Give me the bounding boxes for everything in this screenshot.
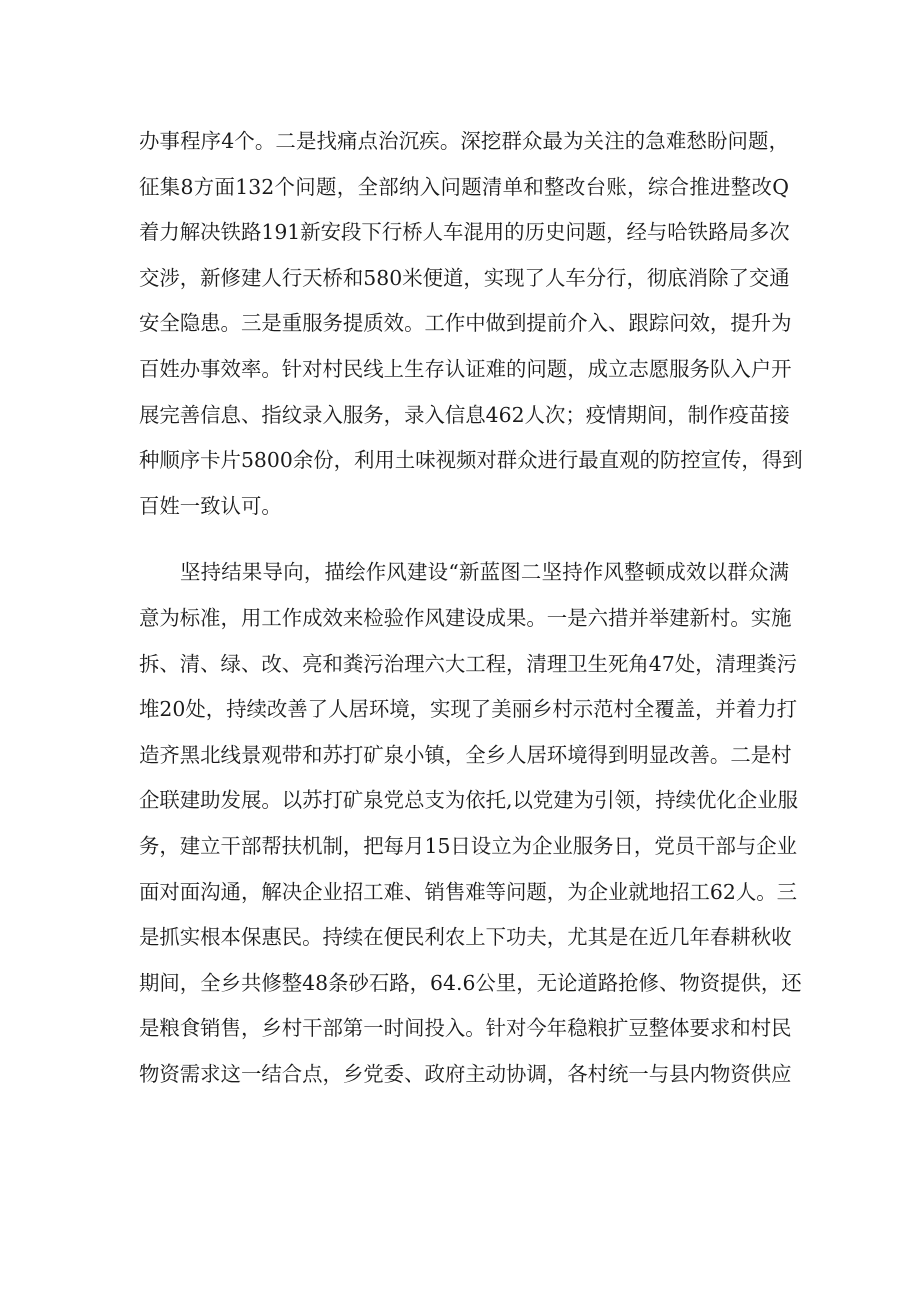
paragraph-line: 堆20处，持续改善了人居环境，实现了美丽乡村示范村全覆盖，并着力打: [139, 697, 798, 722]
document-body: [139, 119, 803, 1097]
paragraph-2: [139, 550, 802, 1097]
paragraph-spacer: [139, 529, 789, 550]
paragraph-line: 是粮食销售，乡村干部第一时间投入。针对今年稳粮扩豆整体要求和村民: [139, 1016, 792, 1041]
paragraph-line: 百姓办事效率。针对村民线上生存认证难的问题，成立志愿服务队入户开: [139, 356, 792, 381]
paragraph-line: 面对面沟通，解决企业招工难、销售难等问题，为企业就地招工62人。三: [139, 879, 798, 904]
paragraph-line: 办事程序4个。二是找痛点治沉疾。深挖群众最为关注的急难愁盼问题，: [139, 129, 789, 153]
paragraph-line: 交涉，新修建人行天桥和580米便道，实现了人车分行，彻底消除了交通: [139, 265, 790, 290]
paragraph-line: 种顺序卡片5800余份，利用土味视频对群众进行最直观的防控宣传，得到: [139, 448, 803, 473]
paragraph-1: [139, 119, 803, 529]
paragraph-line: 安全隐患。三是重服务提质效。工作中做到提前介入、跟踪问效，提升为: [139, 311, 792, 336]
paragraph-line: 百姓一致认可。: [139, 493, 282, 518]
paragraph-line: 企联建助发展。以苏打矿泉党总支为依托,以党建为引领，持续优化企业服: [139, 788, 798, 813]
paragraph-line: 展完善信息、指纹录入服务，录入信息462人次；疫情期间，制作疫苗接: [139, 402, 790, 427]
paragraph-line: 造齐黑北线景观带和苏打矿泉小镇，全乡人居环境得到明显改善。二是村: [139, 742, 792, 767]
paragraph-line: 拆、清、绿、改、亮和粪污治理六大工程，清理卫生死角47处，清理粪污: [139, 651, 798, 676]
paragraph-line: 期间，全乡共修整48条砂石路，64.6公里，无论道路抢修、物资提供，还: [139, 970, 802, 995]
paragraph-line: 物资需求这一结合点，乡党委、政府主动协调，各村统一与县内物资供应: [139, 1061, 792, 1086]
paragraph-line: 是抓实根本保惠民。持续在便民利农上下功夫，尤其是在近几年春耕秋收: [139, 925, 792, 950]
paragraph-line: 意为标准，用工作成效来检验作风建设成果。一是六措并举建新村。实施: [139, 605, 792, 630]
paragraph-line: 征集8方面132个问题，全部纳入问题清单和整改台账，综合推进整改Q: [139, 174, 789, 199]
paragraph-line: 坚持结果导向，描绘作风建设“新蓝图二坚持作风整顿成效以群众满: [180, 560, 789, 585]
paragraph-line: 着力解决铁路191新安段下行桥人车混用的历史问题，经与哈铁路局多次: [139, 220, 790, 245]
paragraph-line: 务，建立干部帮扶机制，把每月15日设立为企业服务日，党员干部与企业: [139, 833, 798, 858]
